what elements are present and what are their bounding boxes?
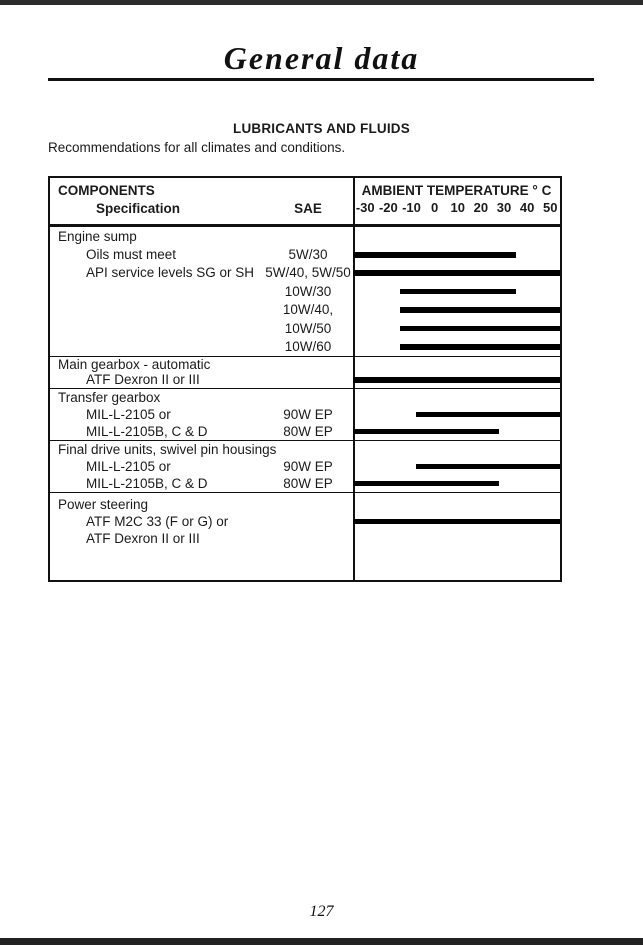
temperature-range-cell bbox=[353, 441, 560, 458]
sae-value: 90W EP bbox=[283, 406, 333, 422]
temperature-range-cell bbox=[353, 357, 560, 373]
table-header bbox=[50, 178, 560, 227]
component-cell bbox=[50, 497, 353, 512]
component-label: MIL-L-2105B, C & D bbox=[86, 475, 208, 491]
sae-value: 80W EP bbox=[283, 475, 333, 491]
sae-value: 90W EP bbox=[283, 458, 333, 474]
temperature-range-bar bbox=[353, 252, 516, 258]
component-label: MIL-L-2105 or bbox=[86, 406, 171, 422]
component-label: ATF Dexron II or III bbox=[86, 530, 200, 546]
table-row bbox=[50, 227, 560, 245]
temperature-range-cell bbox=[353, 406, 560, 423]
sae-value: 10W/60 bbox=[284, 339, 332, 355]
component-cell bbox=[50, 302, 353, 317]
table-row bbox=[50, 372, 560, 388]
table-section bbox=[50, 441, 560, 493]
component-label: Main gearbox - automatic bbox=[58, 356, 211, 372]
component-label: Final drive units, swivel pin housings bbox=[58, 441, 277, 457]
table-header-right bbox=[353, 178, 560, 224]
temp-tick-label: -30 bbox=[355, 200, 375, 215]
component-cell bbox=[50, 407, 353, 422]
table-section bbox=[50, 493, 560, 580]
temperature-range-cell bbox=[353, 496, 560, 513]
temperature-range-bar bbox=[400, 344, 560, 350]
temperature-range-cell bbox=[353, 282, 560, 300]
component-cell bbox=[50, 476, 353, 491]
component-label: Power steering bbox=[58, 496, 149, 512]
component-cell bbox=[50, 321, 353, 336]
page-title: General data bbox=[223, 40, 420, 76]
temperature-scale bbox=[353, 200, 560, 217]
table-body bbox=[50, 227, 560, 580]
temp-tick-label: 10 bbox=[450, 200, 465, 215]
scan-edge-bottom bbox=[0, 938, 643, 945]
sae-value: 80W EP bbox=[283, 423, 333, 439]
temperature-range-cell bbox=[353, 372, 560, 388]
table-row bbox=[50, 406, 560, 423]
temperature-range-cell bbox=[353, 475, 560, 492]
table-section bbox=[50, 227, 560, 357]
temperature-range-cell bbox=[353, 389, 560, 406]
temp-tick-label: -10 bbox=[402, 200, 421, 215]
components-header: COMPONENTS bbox=[58, 183, 155, 198]
intro-text: Recommendations for all climates and conditions. bbox=[48, 140, 346, 155]
table-row bbox=[50, 357, 560, 373]
sae-value: 5W/40, 5W/50 bbox=[265, 265, 351, 281]
temperature-range-bar bbox=[353, 519, 560, 525]
temperature-range-cell bbox=[353, 264, 560, 282]
temp-tick-label: 40 bbox=[519, 200, 535, 215]
table-row bbox=[50, 319, 560, 337]
sae-value: 10W/50 bbox=[284, 320, 332, 336]
page-number: 127 bbox=[309, 903, 334, 920]
sae-value: 5W/30 bbox=[288, 247, 328, 263]
temp-tick-label: 0 bbox=[431, 200, 439, 215]
temperature-range-cell bbox=[353, 319, 560, 337]
table-row bbox=[50, 496, 560, 513]
table-row bbox=[50, 475, 560, 492]
table-row bbox=[50, 264, 560, 282]
component-cell bbox=[50, 531, 353, 546]
temperature-range-cell bbox=[353, 530, 560, 547]
component-cell bbox=[50, 247, 353, 262]
temperature-range-bar bbox=[400, 307, 560, 313]
table-row bbox=[50, 337, 560, 355]
component-cell bbox=[50, 339, 353, 354]
component-label: Oils must meet bbox=[86, 247, 177, 263]
table-section bbox=[50, 357, 560, 389]
section-heading: LUBRICANTS AND FLUIDS bbox=[233, 121, 410, 136]
table-row bbox=[50, 513, 560, 530]
temperature-range-bar bbox=[353, 429, 499, 435]
component-cell bbox=[50, 424, 353, 439]
table-row bbox=[50, 530, 560, 547]
title-rule bbox=[48, 78, 594, 81]
component-label: Transfer gearbox bbox=[58, 389, 161, 405]
sae-value: 10W/40, bbox=[282, 302, 334, 318]
temperature-range-bar bbox=[400, 289, 516, 295]
table-header-left bbox=[50, 178, 353, 224]
temperature-range-bar bbox=[353, 270, 560, 276]
component-cell bbox=[50, 265, 353, 280]
specification-header: Specification bbox=[96, 201, 181, 216]
temperature-range-bar bbox=[416, 412, 560, 418]
component-label: API service levels SG or SH bbox=[86, 265, 255, 281]
component-label: MIL-L-2105 or bbox=[86, 458, 171, 474]
temperature-range-cell bbox=[353, 423, 560, 440]
component-cell bbox=[50, 390, 353, 405]
temperature-range-bar bbox=[416, 464, 560, 470]
temperature-range-cell bbox=[353, 245, 560, 263]
component-label: Engine sump bbox=[58, 228, 137, 244]
temp-tick-label: 50 bbox=[543, 200, 558, 215]
table-row bbox=[50, 301, 560, 319]
table-section bbox=[50, 389, 560, 441]
temperature-range-bar bbox=[353, 377, 560, 383]
temperature-range-cell bbox=[353, 513, 560, 530]
component-cell bbox=[50, 459, 353, 474]
sae-value: 10W/30 bbox=[284, 283, 332, 299]
table-row bbox=[50, 423, 560, 440]
temperature-range-bar bbox=[400, 326, 560, 332]
table-row bbox=[50, 441, 560, 458]
component-cell bbox=[50, 284, 353, 299]
component-cell bbox=[50, 229, 353, 244]
table-row bbox=[50, 389, 560, 406]
component-label: MIL-L-2105B, C & D bbox=[86, 423, 208, 439]
table-row bbox=[50, 458, 560, 475]
temperature-range-cell bbox=[353, 301, 560, 319]
temp-tick-label: -20 bbox=[378, 200, 398, 215]
sae-header: SAE bbox=[294, 201, 322, 216]
ambient-temperature-header: AMBIENT TEMPERATURE ° C bbox=[361, 183, 552, 198]
component-cell bbox=[50, 514, 353, 529]
specification-sae-header-row bbox=[58, 201, 353, 216]
temperature-range-cell bbox=[353, 458, 560, 475]
temp-tick-label: 30 bbox=[496, 200, 512, 215]
scan-edge-top bbox=[0, 0, 643, 5]
temperature-range-cell bbox=[353, 227, 560, 245]
temp-tick-label: 20 bbox=[473, 200, 489, 215]
component-label: ATF Dexron II or III bbox=[86, 372, 200, 388]
table-row bbox=[50, 282, 560, 300]
lubricants-table bbox=[48, 176, 562, 582]
component-cell bbox=[50, 442, 353, 457]
component-cell bbox=[50, 372, 353, 387]
temperature-range-cell bbox=[353, 337, 560, 355]
table-row bbox=[50, 245, 560, 263]
temperature-range-bar bbox=[353, 481, 499, 487]
component-cell bbox=[50, 357, 353, 372]
component-label: ATF M2C 33 (F or G) or bbox=[86, 513, 229, 529]
